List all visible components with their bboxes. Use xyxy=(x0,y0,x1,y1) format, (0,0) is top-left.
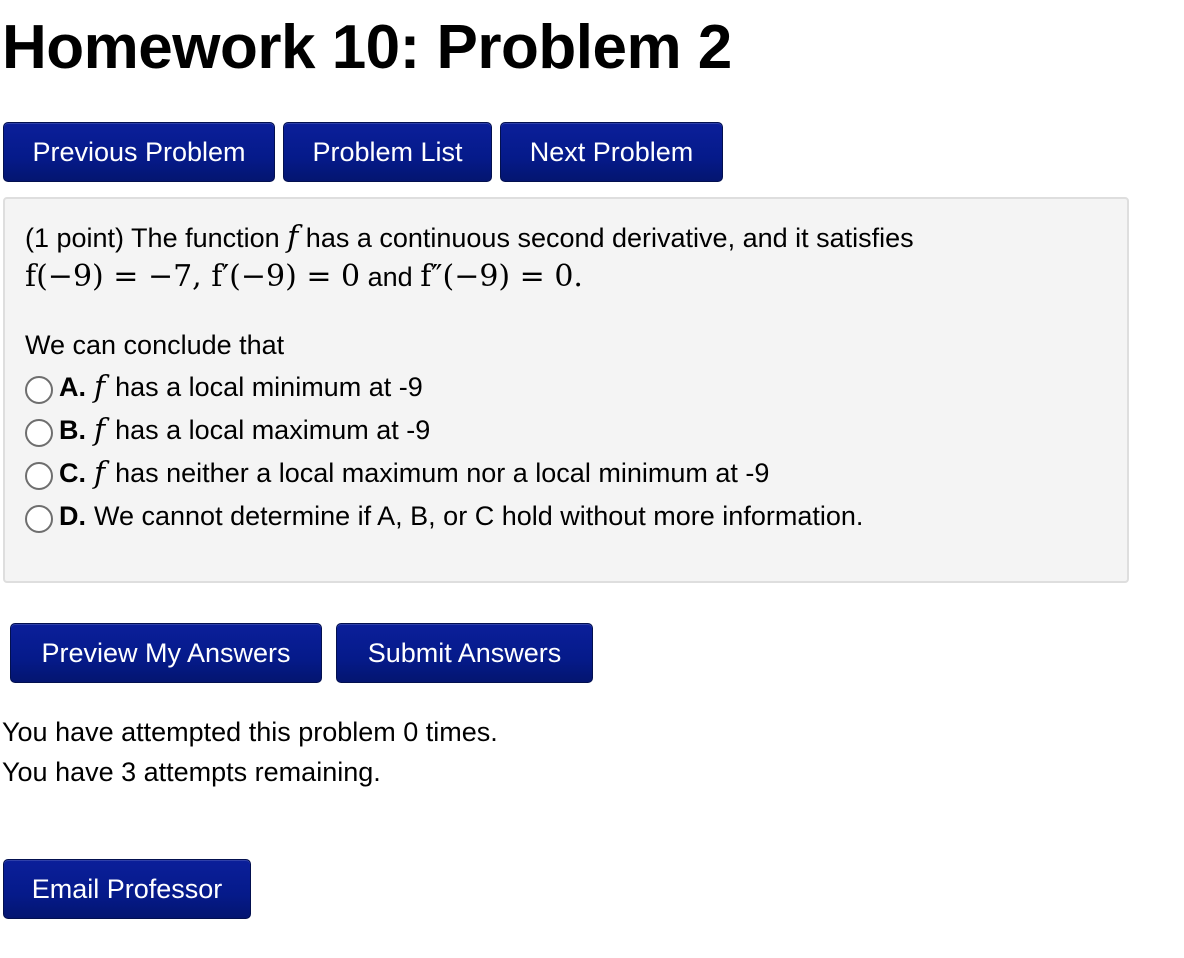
condition-second-derivative: f″(−9) = 0. xyxy=(420,259,583,294)
problem-intro xyxy=(25,221,914,255)
attempts-remaining-text: You have 3 attempts remaining. xyxy=(2,757,381,787)
choice-text: has a local minimum at -9 xyxy=(115,371,423,402)
choice-b[interactable] xyxy=(25,410,430,450)
choice-letter: B. xyxy=(59,414,86,445)
choice-text: We cannot determine if A, B, or C hold without more information. xyxy=(94,500,864,531)
choice-a[interactable] xyxy=(25,367,423,407)
problem-intro-rest: has a continuous second derivative, and it satisfies xyxy=(305,223,914,253)
preview-answers-button[interactable]: Preview My Answers xyxy=(10,623,322,683)
condition-and: and xyxy=(367,262,413,292)
choice-b-radio[interactable] xyxy=(25,419,53,447)
condition-values: f(−9) = −7, f′(−9) = 0 xyxy=(25,259,361,294)
choice-symbol: f xyxy=(94,412,106,448)
submit-answers-button[interactable]: Submit Answers xyxy=(336,623,593,683)
problem-list-button[interactable]: Problem List xyxy=(283,122,492,182)
previous-problem-button[interactable]: Previous Problem xyxy=(3,122,275,182)
choice-d-radio[interactable] xyxy=(25,505,53,533)
function-symbol: f xyxy=(287,220,299,255)
choice-c[interactable] xyxy=(25,453,769,493)
problem-points: (1 point) The function xyxy=(25,223,280,253)
choice-letter: A. xyxy=(59,371,86,402)
problem-conditions xyxy=(25,260,583,294)
choice-letter: C. xyxy=(59,457,86,488)
attempts-made-text: You have attempted this problem 0 times. xyxy=(2,717,498,747)
problem-statement-box xyxy=(3,197,1129,583)
next-problem-button[interactable]: Next Problem xyxy=(500,122,723,182)
problem-prompt: We can conclude that xyxy=(25,330,285,360)
choice-symbol: f xyxy=(94,455,106,491)
choice-text: has a local maximum at -9 xyxy=(115,414,431,445)
choice-d[interactable] xyxy=(25,496,863,536)
choice-text: has neither a local maximum nor a local minimum at -9 xyxy=(115,457,770,488)
page-title: Homework 10: Problem 2 xyxy=(2,13,732,82)
choice-a-radio[interactable] xyxy=(25,376,53,404)
email-professor-button[interactable]: Email Professor xyxy=(3,859,251,919)
choice-letter: D. xyxy=(59,500,86,531)
choice-symbol: f xyxy=(94,369,106,405)
choice-c-radio[interactable] xyxy=(25,462,53,490)
